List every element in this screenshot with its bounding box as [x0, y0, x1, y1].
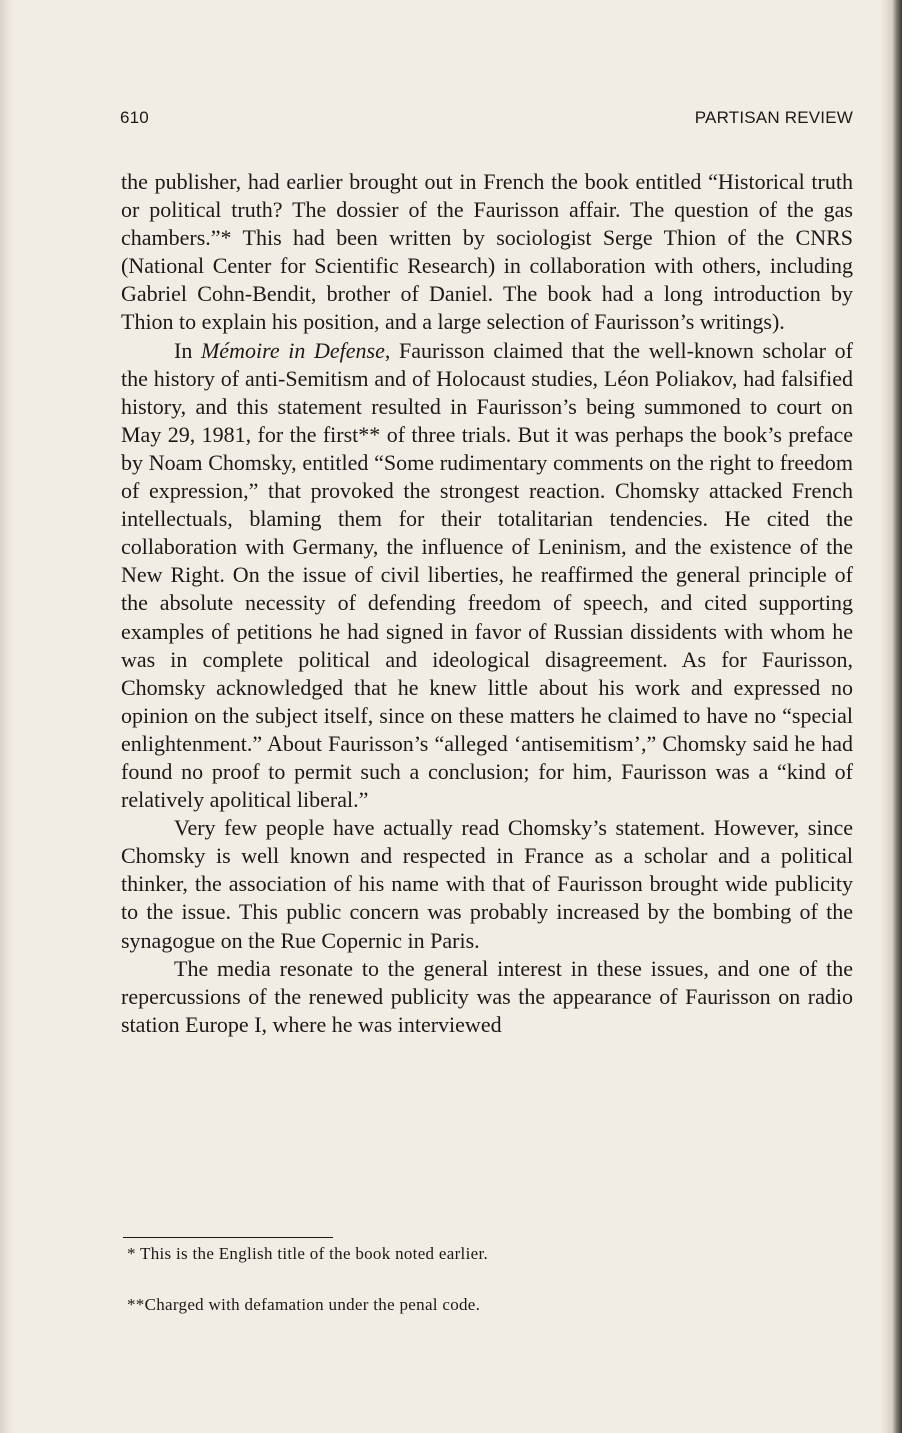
paragraph-2-lead: In: [174, 337, 201, 363]
footnote-1: * This is the English title of the book noted earlier.: [127, 1244, 489, 1263]
paragraph-1: the publisher, had earlier brought out in French the book entitled “Historical truth or political truth? The dossier of the Faurisson affair. The question of the gas chambers.”* This had been written by sociologist Serge Thion of the CNRS (National Center for Scientific Research) in collaboration with others, including Gabriel Cohn-Bendit, brother of Daniel. The book had a long introduction by Thion to explain his position, and a large selection of Faurisson’s writings).: [121, 169, 853, 335]
body-text: [121, 168, 853, 1039]
footnote-divider: [123, 1237, 333, 1238]
journal-title: PARTISAN REVIEW: [694, 108, 853, 127]
footnote-2: **Charged with defamation under the penal code.: [127, 1295, 481, 1314]
paragraph-2: [121, 337, 853, 815]
book-title-memoire: Mémoire in Defense: [200, 337, 385, 363]
paragraph-3: Very few people have actually read Chomsky’s statement. However, since Chomsky is well known and respected in France as a scholar and a political thinker, the association of his name with that of Faurisson brought wide publicity to the issue. This public concern was probably increased by the bombing of the synagogue on the Rue Copernic in Paris.: [121, 815, 853, 953]
running-head: [120, 108, 853, 132]
paragraph-2-rest: , Faurisson claimed that the well-known scholar of the history of anti-Semitism and of Holocaust studies, Léon Poliakov, had falsified history, and this statement resulted in Faurisson’s being summoned to court on May 29, 1981, for the first** of three trials. But it was perhaps the book’s preface by Noam Chomsky, entitled “Some rudimentary comments on the right to freedom of expression,” that provoked the strongest reaction. Chomsky attacked French intellectuals, blaming them for their totalitarian tendencies. He cited the collaboration with Germany, the influence of Leninism, and the existence of the New Right. On the issue of civil liberties, he reaffirmed the general principle of the absolute necessity of defending freedom of speech, and cited supporting examples of petitions he had signed in favor of Russian dissidents with whom he was in complete political and ideological disagreement. As for Faurisson, Chomsky acknowledged that he knew little about his work and expressed no opinion on the subject itself, since on these matters he claimed to have no “special enlightenment.” About Faurisson’s “alleged ‘antisemitism’,” Chomsky said he had found no proof to permit such a conclusion; for him, Faurisson was a “kind of relatively apolitical liberal.”: [121, 337, 853, 813]
paragraph-4: The media resonate to the general interest in these issues, and one of the repercussions of the renewed publicity was the appearance of Faurisson on radio station Europe I, where he was interviewed: [121, 955, 853, 1037]
page-number: 610: [120, 108, 149, 127]
